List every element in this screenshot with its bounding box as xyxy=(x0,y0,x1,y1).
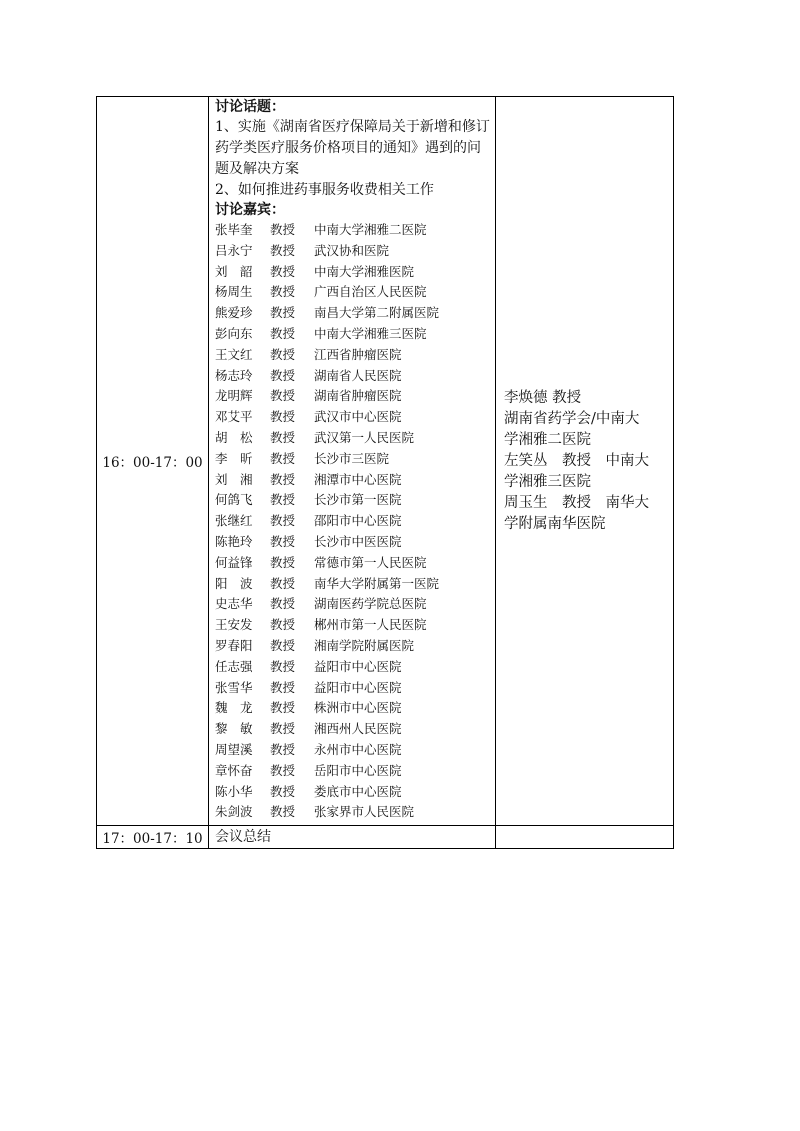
guest-name: 章怀奋 xyxy=(215,762,253,778)
guest-org: 武汉第一人民医院 xyxy=(314,429,415,445)
list-item xyxy=(215,303,491,324)
guest-org: 岳阳市中心医院 xyxy=(314,762,402,778)
guest-title: 教授 xyxy=(270,721,296,737)
session-row xyxy=(97,97,674,826)
guest-name: 阳 波 xyxy=(215,575,253,591)
guest-name: 龙明辉 xyxy=(215,388,253,404)
guest-org: 益阳市中心医院 xyxy=(314,679,402,695)
list-item xyxy=(215,386,491,407)
guest-name: 刘 湘 xyxy=(215,471,253,487)
guest-org: 武汉市中心医院 xyxy=(314,409,402,425)
list-item xyxy=(215,282,491,303)
list-item xyxy=(215,657,491,678)
guest-org: 中南大学湘雅三医院 xyxy=(314,325,427,341)
guest-title: 教授 xyxy=(270,325,296,341)
guest-org: 娄底市中心医院 xyxy=(314,783,402,799)
topic-1: 1、实施《湖南省医疗保障局关于新增和修订药学类医疗服务价格项目的通知》遇到的问题及解决方案 xyxy=(215,119,490,177)
guest-name: 王文红 xyxy=(215,346,253,362)
guest-title: 教授 xyxy=(270,242,296,258)
guest-title: 教授 xyxy=(270,679,296,695)
guest-title: 教授 xyxy=(270,804,296,820)
guest-title: 教授 xyxy=(270,554,296,570)
list-item xyxy=(215,553,491,574)
guest-title: 教授 xyxy=(270,429,296,445)
guest-org: 湘西州人民医院 xyxy=(314,721,402,737)
guest-org: 南昌大学第二附属医院 xyxy=(314,305,440,321)
closing-host-cell xyxy=(496,826,674,849)
host-line: 学湘雅三医院 xyxy=(504,473,591,490)
guest-name: 何益锋 xyxy=(215,554,253,570)
host-line: 学湘雅二医院 xyxy=(504,431,591,448)
topic-header: 讨论话题： xyxy=(215,99,285,115)
list-item xyxy=(215,220,491,241)
guest-title: 教授 xyxy=(270,617,296,633)
guest-org: 长沙市第一医院 xyxy=(314,492,402,508)
guest-title: 教授 xyxy=(270,575,296,591)
guest-org: 长沙市中医医院 xyxy=(314,533,402,549)
guest-org: 江西省肿瘤医院 xyxy=(314,346,402,362)
list-item xyxy=(215,345,491,366)
list-item xyxy=(215,615,491,636)
guest-name: 吕永宁 xyxy=(215,242,253,258)
guest-list xyxy=(215,220,491,823)
guest-org: 中南大学湘雅医院 xyxy=(314,263,415,279)
list-item xyxy=(215,782,491,803)
list-item xyxy=(215,719,491,740)
guest-name: 李 昕 xyxy=(215,450,253,466)
guest-name: 王安发 xyxy=(215,617,253,633)
guest-name: 杨周生 xyxy=(215,284,253,300)
guest-title: 教授 xyxy=(270,409,296,425)
guest-title: 教授 xyxy=(270,305,296,321)
closing-label: 会议总结 xyxy=(209,826,496,849)
closing-row xyxy=(97,826,674,849)
guest-org: 广西自治区人民医院 xyxy=(314,284,427,300)
guest-name: 朱剑波 xyxy=(215,804,253,820)
guest-name: 周望溪 xyxy=(215,741,253,757)
guest-name: 胡 松 xyxy=(215,429,253,445)
guest-title: 教授 xyxy=(270,533,296,549)
guest-title: 教授 xyxy=(270,637,296,653)
list-item xyxy=(215,324,491,345)
list-item xyxy=(215,678,491,699)
guest-name: 刘 韶 xyxy=(215,263,253,279)
guest-org: 中南大学湘雅二医院 xyxy=(314,222,427,237)
guest-org: 湘潭市中心医院 xyxy=(314,471,402,487)
session-content xyxy=(209,97,496,826)
guest-name: 张继红 xyxy=(215,513,253,529)
list-item xyxy=(215,574,491,595)
host-line: 左笑丛 教授 中南大 xyxy=(504,452,649,469)
list-item xyxy=(215,407,491,428)
guest-title: 教授 xyxy=(270,596,296,612)
guest-org: 永州市中心医院 xyxy=(314,741,402,757)
guest-title: 教授 xyxy=(270,284,296,300)
guest-name: 任志强 xyxy=(215,658,253,674)
closing-time: 17：00-17：10 xyxy=(97,826,209,849)
guest-name: 杨志玲 xyxy=(215,367,253,383)
guest-title: 教授 xyxy=(270,762,296,778)
guest-org: 湖南省肿瘤医院 xyxy=(314,388,402,404)
guest-name: 罗春阳 xyxy=(215,637,253,653)
guest-title: 教授 xyxy=(270,450,296,466)
guest-org: 湖南省人民医院 xyxy=(314,367,402,383)
list-item xyxy=(215,594,491,615)
guest-name: 何鸽飞 xyxy=(215,492,253,508)
guest-name: 魏 龙 xyxy=(215,700,253,716)
guest-title: 教授 xyxy=(270,222,296,237)
host-line: 湖南省药学会/中南大 xyxy=(504,410,640,427)
host-line: 周玉生 教授 南华大 xyxy=(504,494,649,511)
list-item xyxy=(215,262,491,283)
guest-org: 益阳市中心医院 xyxy=(314,658,402,674)
list-item xyxy=(215,490,491,511)
host-line: 学附属南华医院 xyxy=(504,515,606,532)
session-time: 16：00-17：00 xyxy=(97,97,209,826)
list-item xyxy=(215,366,491,387)
guest-org: 常德市第一人民医院 xyxy=(314,554,427,570)
list-item xyxy=(215,636,491,657)
guest-org: 郴州市第一人民医院 xyxy=(314,617,427,633)
guest-name: 张毕奎 xyxy=(215,222,253,237)
guest-title: 教授 xyxy=(270,492,296,508)
guest-name: 黎 敏 xyxy=(215,721,253,737)
guest-org: 张家界市人民医院 xyxy=(314,804,415,820)
guest-title: 教授 xyxy=(270,658,296,674)
guest-name: 陈艳玲 xyxy=(215,533,253,549)
guest-name: 史志华 xyxy=(215,596,253,612)
list-item xyxy=(215,241,491,262)
guest-title: 教授 xyxy=(270,346,296,362)
list-item xyxy=(215,740,491,761)
guest-name: 张雪华 xyxy=(215,679,253,695)
list-item xyxy=(215,698,491,719)
guest-title: 教授 xyxy=(270,741,296,757)
guest-name: 陈小华 xyxy=(215,783,253,799)
topic-2: 2、如何推进药事服务收费相关工作 xyxy=(215,182,434,198)
guests-header: 讨论嘉宾： xyxy=(215,202,285,218)
list-item xyxy=(215,428,491,449)
guest-title: 教授 xyxy=(270,388,296,404)
guest-org: 武汉协和医院 xyxy=(314,242,390,258)
guest-name: 熊爱珍 xyxy=(215,305,253,321)
list-item xyxy=(215,802,491,823)
guest-org: 株洲市中心医院 xyxy=(314,700,402,716)
guest-title: 教授 xyxy=(270,367,296,383)
guest-name: 彭向东 xyxy=(215,325,253,341)
host-line: 李焕德 教授 xyxy=(504,389,582,406)
list-item xyxy=(215,511,491,532)
list-item xyxy=(215,449,491,470)
host-cell xyxy=(496,97,674,826)
guest-org: 邵阳市中心医院 xyxy=(314,513,402,529)
guest-org: 湖南医药学院总医院 xyxy=(314,596,427,612)
guest-title: 教授 xyxy=(270,783,296,799)
guest-title: 教授 xyxy=(270,263,296,279)
guest-title: 教授 xyxy=(270,700,296,716)
guest-title: 教授 xyxy=(270,513,296,529)
guest-title: 教授 xyxy=(270,471,296,487)
list-item xyxy=(215,761,491,782)
guest-name: 邓艾平 xyxy=(215,409,253,425)
guest-org: 湘南学院附属医院 xyxy=(314,637,415,653)
guest-org: 南华大学附属第一医院 xyxy=(314,575,440,591)
list-item xyxy=(215,532,491,553)
schedule-table xyxy=(96,96,674,849)
guest-org: 长沙市三医院 xyxy=(314,450,390,466)
list-item xyxy=(215,470,491,491)
